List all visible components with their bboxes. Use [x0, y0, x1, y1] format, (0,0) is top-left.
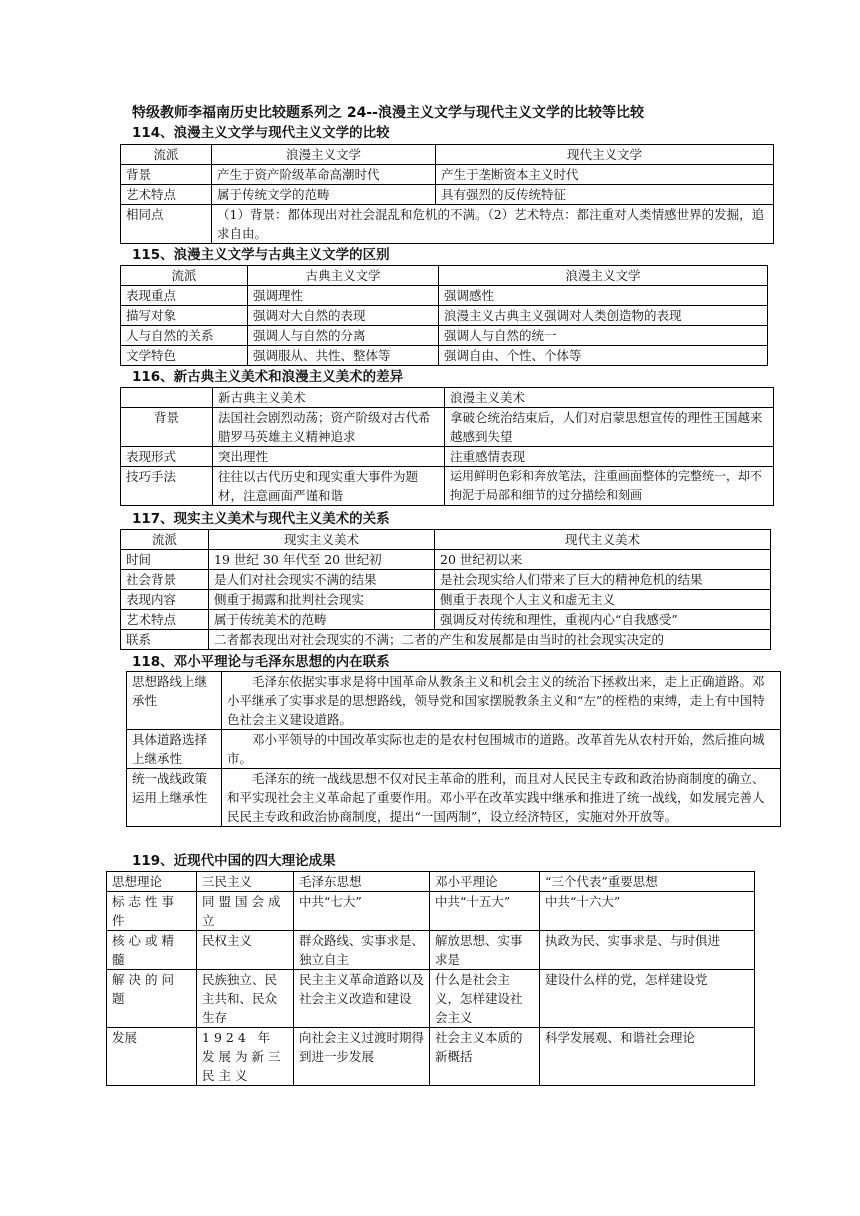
table-row	[127, 672, 781, 730]
row-label: 统一战线政策运用上继承性	[127, 769, 222, 827]
header-cell: 流派	[121, 266, 248, 286]
table-cell: 执政为民、实事求是、与时俱进	[540, 931, 755, 970]
header-cell: 流派	[121, 530, 209, 550]
table-row	[121, 408, 774, 447]
header-cell: 思想理论	[107, 872, 197, 892]
table-row	[121, 145, 774, 165]
row-label: 技巧手法	[121, 467, 213, 506]
header-cell: 浪漫主义文学	[212, 145, 436, 165]
table-row	[107, 931, 755, 970]
header-cell: 流派	[121, 145, 212, 165]
row-label: 描写对象	[121, 306, 248, 326]
table-cell: 强调自由、个性、个体等	[439, 346, 768, 366]
row-label: 表现内容	[121, 590, 209, 610]
table-cell: 20 世纪初以来	[435, 550, 771, 570]
row-label: 艺术特点	[121, 185, 212, 205]
row-label: 艺术特点	[121, 610, 209, 630]
table-cell: 中共“七大”	[294, 892, 430, 931]
table-row	[121, 530, 771, 550]
header-cell: 毛泽东思想	[294, 872, 430, 892]
table-cell: 产生于垄断资本主义时代	[436, 165, 774, 185]
header-cell: 浪漫主义美术	[445, 388, 774, 408]
table-row	[107, 970, 755, 1028]
table-119	[106, 871, 755, 1086]
table-cell: 1924 年发展为新三民主义	[197, 1028, 294, 1086]
table-cell: 具有强烈的反传统特征	[436, 185, 774, 205]
section-117-heading: 117、现实主义美术与现代主义美术的关系	[132, 511, 390, 527]
header-cell: 邓小平理论	[430, 872, 540, 892]
table-row	[121, 630, 771, 650]
table-row	[121, 590, 771, 610]
table-cell: 强调人与自然的分离	[248, 326, 439, 346]
header-cell: 浪漫主义文学	[439, 266, 768, 286]
table-cell: 民主主义革命道路以及社会主义改造和建设	[294, 970, 430, 1028]
table-cell: 民族独立、民主共和、民众生存	[197, 970, 294, 1028]
table-118	[126, 671, 781, 827]
table-cell: 强调反对传统和理性，重视内心“自我感受”	[435, 610, 771, 630]
table-cell: （1）背景：都体现出对社会混乱和危机的不满。（2）艺术特点：都注重对人类情感世界的发掘，追求自由。	[212, 205, 774, 244]
table-cell: 浪漫主义古典主义强调对人类创造物的表现	[439, 306, 768, 326]
table-cell: 是人们对社会现实不满的结果	[209, 570, 435, 590]
table-cell: 毛泽东的统一战线思想不仅对民主革命的胜利，而且对人民民主专政和政治协商制度的确立、和平实现社会主义革命起了重要作用。邓小平在改革实践中继承和推进了统一战线，如发展完善人民民主专政和政治协商制度，提出“一国两制”，设立经济特区，实施对外开放等。	[222, 769, 781, 827]
section-115-heading: 115、浪漫主义文学与古典主义文学的区别	[132, 247, 390, 263]
table-cell: 强调对大自然的表现	[248, 306, 439, 326]
row-label: 文学特色	[121, 346, 248, 366]
table-114	[120, 144, 774, 244]
header-cell: 古典主义文学	[248, 266, 439, 286]
table-cell: 群众路线、实事求是、独立自主	[294, 931, 430, 970]
table-row	[121, 388, 774, 408]
table-cell: 是社会现实给人们带来了巨大的精神危机的结果	[435, 570, 771, 590]
table-cell: 强调人与自然的统一	[439, 326, 768, 346]
table-row	[121, 550, 771, 570]
table-cell: 注重感情表现	[445, 447, 774, 467]
table-cell: 产生于资产阶级革命高潮时代	[212, 165, 436, 185]
table-row	[121, 286, 768, 306]
table-cell: 同盟国会成立	[197, 892, 294, 931]
table-cell: 强调服从、共性、整体等	[248, 346, 439, 366]
row-label: 解决的问题	[107, 970, 197, 1028]
table-row	[121, 346, 768, 366]
row-label: 社会背景	[121, 570, 209, 590]
table-115	[120, 265, 768, 366]
table-cell: 属于传统文学的范畴	[212, 185, 436, 205]
table-row	[121, 570, 771, 590]
header-cell: 现代主义文学	[436, 145, 774, 165]
table-cell: 侧重于表现个人主义和虚无主义	[435, 590, 771, 610]
row-label: 发展	[107, 1028, 197, 1086]
table-cell: 拿破仑统治结束后，人们对启蒙思想宣传的理性王国越来越感到失望	[445, 408, 774, 447]
table-row	[121, 205, 774, 244]
table-row	[107, 892, 755, 931]
row-label: 联系	[121, 630, 209, 650]
table-cell: 属于传统美术的范畴	[209, 610, 435, 630]
table-cell: 突出理性	[213, 447, 445, 467]
header-cell: 现代主义美术	[435, 530, 771, 550]
table-row	[107, 872, 755, 892]
table-cell: 解放思想、实事求是	[430, 931, 540, 970]
table-row	[107, 1028, 755, 1086]
table-cell: 科学发展观、和谐社会理论	[540, 1028, 755, 1086]
row-label: 时间	[121, 550, 209, 570]
table-row	[121, 266, 768, 286]
table-row	[121, 306, 768, 326]
table-row	[121, 467, 774, 506]
row-label: 表现重点	[121, 286, 248, 306]
header-cell: 三民主义	[197, 872, 294, 892]
table-cell: 毛泽东依据实事求是将中国革命从教条主义和机会主义的统治下拯救出来，走上正确道路。邓小平继承了实事求是的思想路线，领导党和国家摆脱教条主义和“左”的桎梏的束缚，走上有中国特色社会主义建设道路。	[222, 672, 781, 730]
row-label: 人与自然的关系	[121, 326, 248, 346]
table-cell: 二者都表现出对社会现实的不满；二者的产生和发展都是由当时的社会现实决定的	[209, 630, 771, 650]
table-row	[121, 185, 774, 205]
table-cell: 中共“十六大”	[540, 892, 755, 931]
row-label: 相同点	[121, 205, 212, 244]
table-cell: 社会主义本质的新概括	[430, 1028, 540, 1086]
header-cell: “三个代表”重要思想	[540, 872, 755, 892]
table-cell: 强调理性	[248, 286, 439, 306]
section-119-heading: 119、近现代中国的四大理论成果	[132, 853, 336, 869]
table-cell: 邓小平领导的中国改革实际也走的是农村包围城市的道路。改革首先从农村开始，然后推向城市。	[222, 730, 781, 769]
table-cell: 民权主义	[197, 931, 294, 970]
table-row	[127, 769, 781, 827]
row-label: 核心或精髓	[107, 931, 197, 970]
table-row	[127, 730, 781, 769]
section-114-heading: 114、浪漫主义文学与现代主义文学的比较	[132, 125, 390, 141]
table-cell: 中共“十五大”	[430, 892, 540, 931]
row-label: 标志性事件	[107, 892, 197, 931]
table-cell: 侧重于揭露和批判社会现实	[209, 590, 435, 610]
row-label: 表现形式	[121, 447, 213, 467]
table-row	[121, 326, 768, 346]
section-118-heading: 118、邓小平理论与毛泽东思想的内在联系	[132, 654, 390, 670]
row-label: 思想路线上继承性	[127, 672, 222, 730]
table-cell: 建设什么样的党，怎样建设党	[540, 970, 755, 1028]
table-cell: 向社会主义过渡时期得到进一步发展	[294, 1028, 430, 1086]
header-cell: 新古典主义美术	[213, 388, 445, 408]
table-117	[120, 529, 771, 650]
header-cell	[121, 388, 213, 408]
section-116-heading: 116、新古典主义美术和浪漫主义美术的差异	[132, 369, 404, 385]
table-cell: 运用鲜明色彩和奔放笔法，注重画面整体的完整统一，却不拘泥于局部和细节的过分描绘和刻画	[445, 467, 774, 506]
table-row	[121, 165, 774, 185]
row-label: 具体道路选择上继承性	[127, 730, 222, 769]
table-cell: 往往以古代历史和现实重大事件为题材，注意画面严谨和谐	[213, 467, 445, 506]
row-label: 背景	[121, 408, 213, 447]
header-cell: 现实主义美术	[209, 530, 435, 550]
row-label: 背景	[121, 165, 212, 185]
table-row	[121, 610, 771, 630]
table-cell: 法国社会剧烈动荡；资产阶级对古代希腊罗马英雄主义精神追求	[213, 408, 445, 447]
table-row	[121, 447, 774, 467]
table-cell: 什么是社会主义，怎样建设社会主义	[430, 970, 540, 1028]
page-title: 特级教师李福南历史比较题系列之 24--浪漫主义文学与现代主义文学的比较等比较	[132, 105, 644, 121]
table-cell: 19 世纪 30 年代至 20 世纪初	[209, 550, 435, 570]
table-cell: 强调感性	[439, 286, 768, 306]
table-116	[120, 387, 774, 506]
